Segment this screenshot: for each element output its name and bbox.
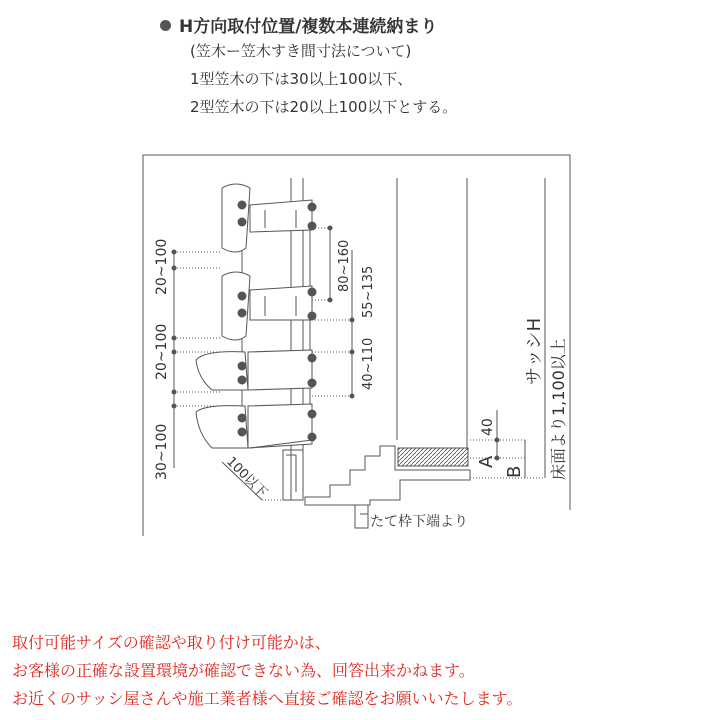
handrail-type2-upper — [196, 350, 316, 390]
label-40: 40 — [480, 418, 496, 436]
label-40-110: 40~110 — [361, 337, 376, 390]
footer-line-1: 取付可能サイズの確認や取り付け可能かは、 — [12, 633, 331, 652]
note-line-3: 2型笠木の下は20以上100以下とする。 — [190, 98, 458, 116]
heading-title: H方向取付位置/複数本連続納まり — [179, 17, 438, 37]
label-gap-30-100: 30~100 — [154, 423, 170, 480]
label-under-100: 100以下 — [223, 454, 270, 501]
label-80-160: 80~160 — [337, 239, 352, 292]
note-line-2: 1型笠木の下は30以上100以下、 — [190, 70, 413, 88]
label-from-frame-bottom: たて枠下端より — [370, 514, 468, 530]
label-sash-h: サッシH — [524, 317, 545, 385]
handrail-type1-upper — [222, 184, 316, 252]
label-a: A — [476, 455, 497, 468]
label-gap-20-100-top: 20~100 — [154, 238, 170, 295]
handrail-type1-lower — [222, 272, 316, 340]
footer-line-3: お近くのサッシ屋さんや施工業者様へ直接ご確認をお願いいたします。 — [12, 689, 523, 708]
note-line-1: (笠木ー笠木すき間寸法について) — [190, 42, 412, 60]
footer-line-2: お客様の正確な設置環境が確認できない為、回答出来かねます。 — [12, 661, 475, 680]
label-55-135: 55~135 — [361, 265, 376, 318]
label-floor-height: 床面より1,100以上 — [549, 338, 568, 480]
label-gap-20-100-mid: 20~100 — [154, 323, 170, 380]
label-b: B — [504, 465, 525, 478]
